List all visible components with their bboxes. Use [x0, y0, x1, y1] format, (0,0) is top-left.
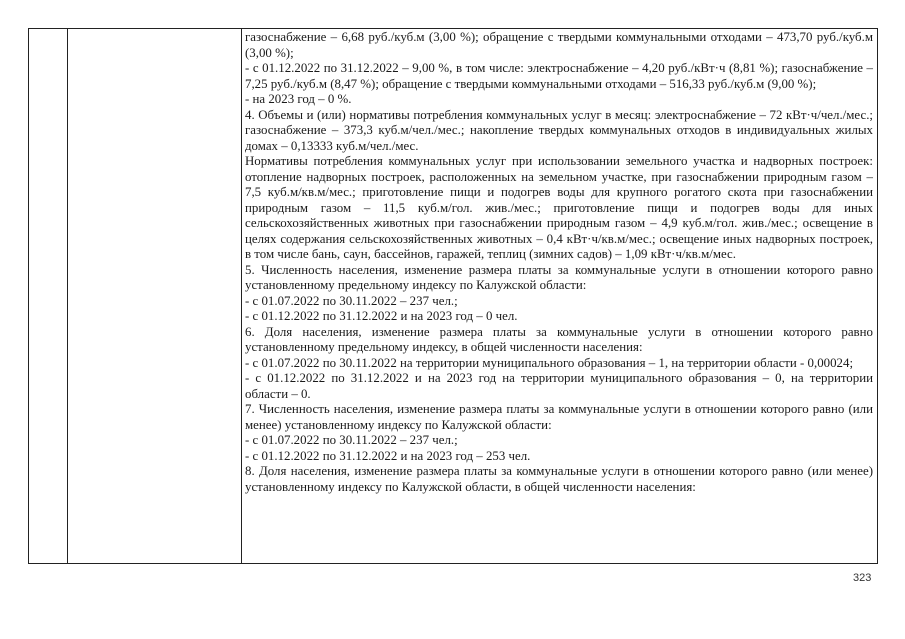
paragraph: 8. Доля населения, изменение размера платы за коммунальные услуги в отношении которого равно (или менее) установленному индексу по Калужской области, в общей численности населения:	[245, 464, 873, 494]
paragraph: - на 2023 год – 0 %.	[245, 92, 352, 106]
paragraph: 6. Доля населения, изменение размера платы за коммунальные услуги в отношении которого равно установленному предельному индексу, в общей численности населения:	[245, 324, 873, 354]
column-divider-1	[67, 29, 68, 563]
paragraph: - с 01.07.2022 по 30.11.2022 – 237 чел.;	[245, 433, 458, 447]
paragraph: - с 01.12.2022 по 31.12.2022 и на 2023 год на территории муниципального образования – 0, на территории области – 0.	[245, 371, 873, 401]
paragraph: - с 01.07.2022 по 30.11.2022 – 237 чел.;	[245, 293, 458, 308]
paragraph: - с 01.12.2022 по 31.12.2022 и на 2023 год – 0 чел.	[245, 309, 518, 323]
paragraph: 4. Объемы и (или) нормативы потребления коммунальных услуг в месяц: электроснабжение – 72 кВт·ч/чел./мес.; газоснабжение – 373,3 куб.м/чел./мес.; накопление твердых коммунальных отходов в индивидуальных жилых домах – 0,13333 куб.м/чел./мес.	[245, 107, 873, 153]
document-table	[28, 28, 878, 564]
paragraph: 5. Численность населения, изменение размера платы за коммунальные услуги в отношении которого равно установленному предельному индексу по Калужской области:	[245, 262, 873, 292]
paragraph: Нормативы потребления коммунальных услуг при использовании земельного участка и надворных построек: отопление надворных построек, расположенных на земельном участке, при газоснабжении природным газом – 7,5 куб.м/кв.м/мес.; приготовление пищи и подогрев воды для крупного рогатого скота при газоснабжении природным газом – 11,5 куб.м/гол. жив./мес.; приготовление пищи и подогрев воды для иных сельскохозяйственных животных при газоснабжении природным газом – 4,9 куб.м/гол. жив./мес.; освещение в целях содержания сельскохозяйственных животных – 0,4 кВт·ч/кв.м/мес.; освещение иных надворных построек, в том числе бань, саун, бассейнов, гаражей, теплиц (зимних садов) – 1,09 кВт·ч/кв.м/мес.	[245, 154, 873, 261]
column-divider-2	[241, 29, 242, 563]
paragraph: - с 01.07.2022 по 30.11.2022 на территории муниципального образования – 1, на территории области - 0,00024;	[245, 355, 854, 370]
paragraph: - с 01.12.2022 по 31.12.2022 – 9,00 %, в том числе: электроснабжение – 4,20 руб./кВт·ч (8,81 %); газоснабжение – 7,25 руб./куб.м (8,47 %); обращение с твердыми коммунальными отходами – 516,33 руб./куб.м (9,00 %);	[245, 61, 873, 91]
paragraph: газоснабжение – 6,68 руб./куб.м (3,00 %); обращение с твердыми коммунальными отходами – 473,70 руб./куб.м (3,00 %);	[245, 30, 873, 60]
page-number: 323	[853, 572, 872, 584]
table-cell-text	[245, 30, 873, 495]
paragraph: 7. Численность населения, изменение размера платы за коммунальные услуги в отношении которого равно (или менее) установленному индексу по Калужской области:	[245, 402, 873, 432]
paragraph: - с 01.12.2022 по 31.12.2022 и на 2023 год – 253 чел.	[245, 448, 531, 463]
